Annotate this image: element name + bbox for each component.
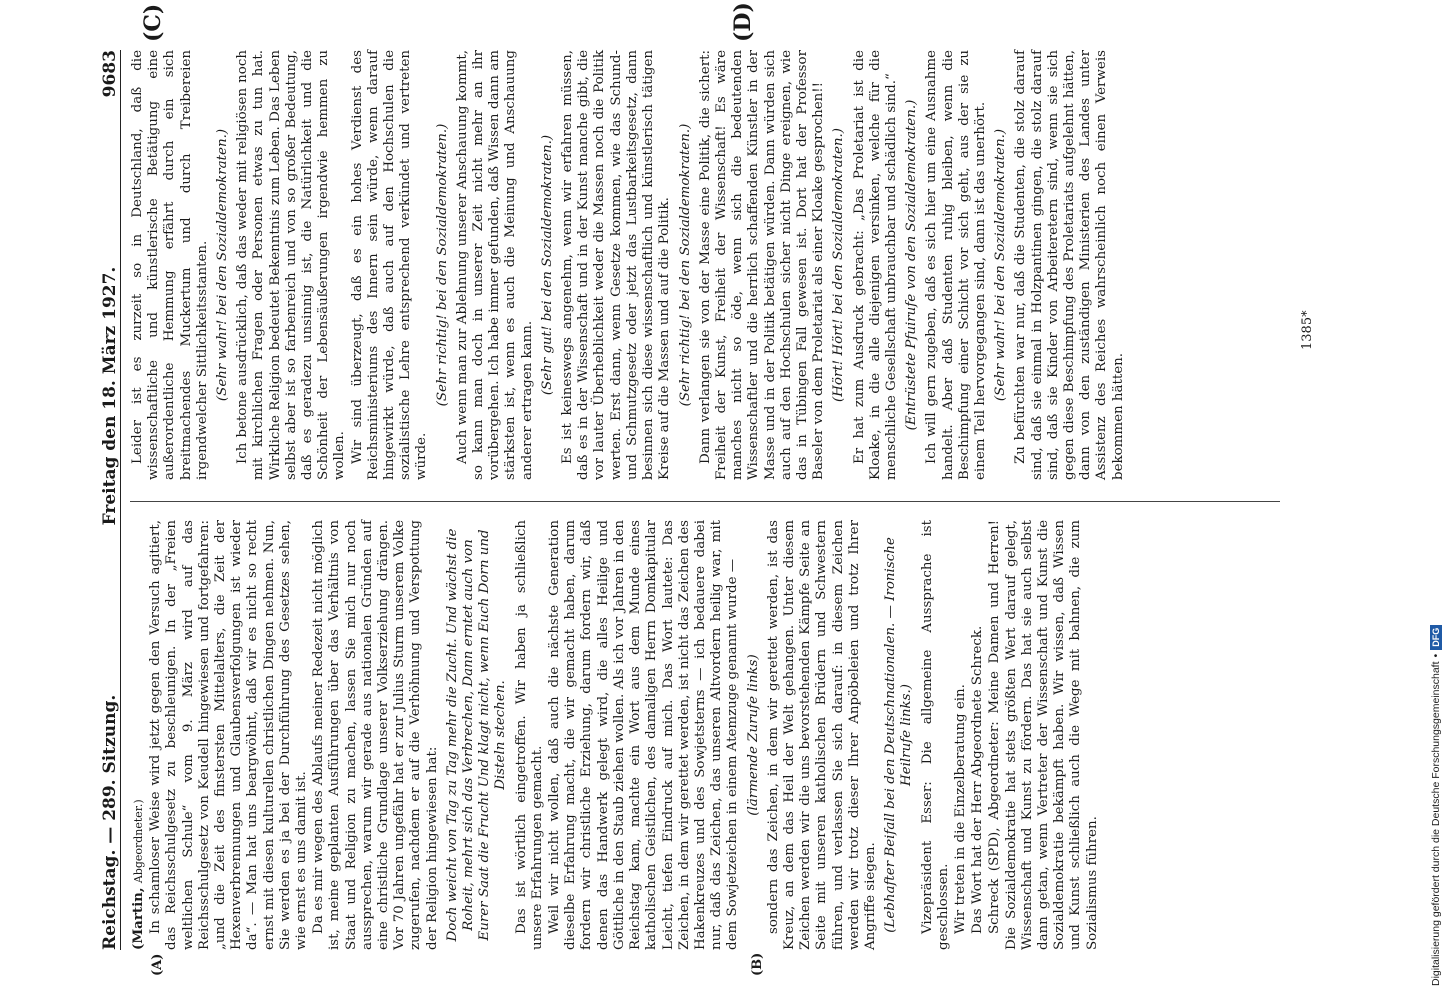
sidebar-text: Digitalisierung gefördert durch die Deutsche Forschungsgemeinschaft (1430, 661, 1442, 986)
paragraph: In schamloser Weise wird jetzt gegen den Versuch agitiert, das Reichsschulgesetz zu beschleunigen. In der „Freien weltlichen Schule“ vom 9. März wird auf das Reichsschulgesetz von Keudell hingewiesen und fortgefahren: „und die Zeit des finstersten Mittelalters, die Zeit der Hexenverbrennungen und Glaubensverfolgungen ist wieder da“. — Man hat uns beargwöhnt, daß wir es nicht so recht ernst mit diesen kulturellen christlichen Dingen nehmen. Nun, Sie werden es ja bei der Durchführung des Gesetzes sehen, wie ernst es uns damit ist. (148, 520, 310, 950)
paragraph: Es ist keineswegs angenehm, wenn wir erfahren müssen, daß es in der Wissenschaft und in der Kunst manche gibt, die vor lauter Überheblichkeit weder die Massen noch die Politik werten. Erst dann, wenn Gesetze kommen, wie das Schund- und Schmutzgesetz oder jetzt das Lustbarkeitsgesetz, dann besinnen sich diese wissenschaftlich und künstlerisch tätigen Kreise auf die Massen und auf die Politik. (560, 50, 673, 480)
paragraph: Dann verlangen sie von der Masse eine Politik, die sichert: Freiheit der Kunst, Freiheit der Wissenschaft! Es wäre manches nicht so öde, wenn sich die bedeutenden Wissenschaftler und die herrlich schaffenden Künstler in der Masse und in der Politik betätigen würden. Dann würden sich auch auf den Hochschulen sicher nicht Dinge ereignen, wie das in Tübingen Fall gewesen ist. Dort hat der Professor Baseler von dem Proletariat als einer Kloake gesprochen!! (697, 50, 827, 480)
paragraph: Leider ist es zurzeit so in Deutschland, daß die wissenschaftliche und künstlerische Betätigung eine außerordentliche Hemmung erfährt durch ein sich breitmachendes Muckertum und durch Treibereien irgendwelcher Sittlichkeitsstanten. (130, 50, 210, 480)
interjection: (Sehr wahr! bei den Sozialdemokraten.) (215, 128, 231, 402)
margin-marker-a: (A) (150, 953, 165, 976)
left-column (130, 520, 1280, 950)
paragraph: Ich betone ausdrücklich, daß das weder mit religiösen noch mit kirchlichen Fragen oder Personen etwas zu tun hat. Wirkliche Religion bedeutet Bekenntnis zum Leben. Das Leben selbst aber ist so farbenreich und von so großer Bedeutung, daß es geradezu unsinnig ist, die Natürlichkeit und die Schönheit der Lebensäußerungen irgendwie hemmen zu wollen. (235, 50, 348, 480)
paragraph: Schreck (SPD), Abgeordneter: Meine Damen und Herren! Die Sozialdemokratie hat stets größten Wert darauf gelegt, Wissenschaft und Kunst zu fördern. Das hat sie auch selbst dann getan, wenn Vertreter der Wissenschaft und Kunst die Sozialdemokratie bekämpft haben. Wir wissen, daß Wissen und Kunst schließlich auch die Wege mit bahnen, die zum Sozialismus führen. (987, 520, 1100, 950)
margin-marker-d: (D) (730, 2, 756, 42)
paragraph: Das Wort hat der Herr Abgeordnete Schreck. (970, 625, 986, 934)
right-column (130, 50, 1280, 480)
paragraph: Das ist wörtlich eingetroffen. Wir haben ja schließlich unsere Erfahrungen gemacht. (513, 520, 545, 950)
paragraph: Wir treten in die Einzelberatung ein. (952, 684, 968, 934)
interjection: (Sehr richtig! bei den Sozialdemokraten.) (434, 123, 450, 407)
interjection: (Sehr wahr! bei den Sozialdemokraten.) (993, 128, 1009, 402)
margin-marker-b: (B) (750, 952, 765, 976)
paragraph: sondern das Zeichen, in dem wir gerettet werden, ist das Kreuz, an dem das Heil der Welt gehangen. Unter diesem Zeichen werden wir die uns bevorstehenden Kämpfe Seite an Seite mit unseren katholischen Brüdern und Schwestern führen, und verlassen Sie sich darauf: in diesem Zeichen werden wir trotz dieser Ihrer Anpöbeleien und trotz Ihrer Angriffe siegen. (765, 520, 878, 950)
paragraph: Zu befürchten war nur, daß die Studenten, die stolz darauf sind, daß sie einmal in Holzpantinen gingen, die stolz darauf sind, daß sie Kinder von Arbeiteretern sind, wenn sie sich gegen diese Beschimpfung des Proletariats aufgelehnt hätten, dann von den zuständigen Ministerien des Landes unter Assistenz des Reiches wahrscheinlich noch einen Verweis bekommen hätten. (1013, 50, 1126, 480)
interjection: (Sehr richtig! bei den Sozialdemokraten.) (677, 123, 693, 407)
paragraph: Auch wenn man zur Ablehnung unserer Anschauung kommt, so kann man doch in unserer Zeit nicht mehr an ihr vorübergehen. Ich habe immer gefunden, daß Wissen dann am stärksten ist, wenn es auch die Meinung und Anschauung anderer ertragen kann. (454, 50, 535, 480)
speaker-name: (Martin, (130, 887, 146, 950)
dfg-logo: DFG (1430, 625, 1442, 650)
interjection: (Hört! Hört! bei den Sozialdemokraten.) (831, 128, 847, 402)
interjection: (Entrüstete Pfuirufe von den Sozialdemokraten.) (904, 99, 920, 431)
interjection: (Lebhafter Beifall bei den Deutschnationalen. — Ironische Heilrufe links.) (883, 537, 915, 933)
header-date: Freitag den 18. März 1927. (100, 266, 120, 526)
footer-signature: 1385* (1300, 310, 1315, 350)
paragraph: Weil wir nicht wollen, daß auch die nächste Generation dieselbe Erfahrung macht, die wir gemacht haben, darum fordern wir christliche Erziehung, darum fordern wir, daß denen das Handwerk gelegt wird, die alles Heilige und Göttliche in den Staub ziehen wollen. Als ich vor Jahren in den Reichstag kam, machte ein Wort aus dem Munde eines katholischen Geistlichen, des damaligen Herrn Domkapitular Leicht, tiefen Eindruck auf mich. Das Wort lautete: Das Zeichen, in dem wir gerettet werden, ist nicht das Zeichen des Hakenkreuzes und des Sowjetsterns — ich bedauere dabei nur, daß das Zeichen, das unseren Altvordern heilig war, mit dem Sowjetzeichen in einem Atemzuge genannt wurde — (547, 520, 741, 950)
digitization-sidebar: Digitalisierung gefördert durch die Deutsche Forschungsgemeinschaft • DFG (1408, 6, 1430, 996)
paragraph: Da es mir wegen des Ablaufs meiner Redezeit nicht möglich ist, meine geplanten Ausführungen über das Verhältnis von Staat und Religion zu machen, lassen Sie mich nur noch aussprechen, warum wir gerade aus nationalen Gründen auf eine christliche Grundlage unserer Volkserziehung drängen. Vor 70 Jahren ungefähr hat er zur Julius Sturm unserem Volke zugerufen, nachdem er auf die Verhöhnung und Verspottung der Religion hingewiesen hat: (311, 520, 440, 950)
speaker-line (130, 520, 147, 950)
header-left: Reichstag. — 289. Sitzung. (100, 694, 120, 950)
page-number: 9683 (100, 50, 120, 98)
interjection: Doch weicht von Tag zu Tag mehr die Zucht. Und wächst die Roheit, mehrt sich das Verbrechen, Dann erntet auch von Eurer Saat die Frucht Und klagt nicht, wenn Euch Dorn und Disteln stechen. (444, 528, 509, 942)
rotated-page (90, 2, 1390, 976)
interjection: (lärmende Zurufe links) (745, 654, 761, 816)
speaker-role: Abgeordneter.) (132, 799, 145, 884)
paragraph: Er hat zum Ausdruck gebracht: „Das Proletariat ist die Kloake, in die alle diejenigen versinken, welche für die menschliche Gesellschaft unbrauchbar und schädlich sind.“ (851, 50, 899, 480)
paragraph: Vizepräsident Esser: Die allgemeine Aussprache ist geschlossen. (919, 520, 951, 950)
column-divider (130, 501, 1280, 502)
paragraph: Wir sind überzeugt, daß es ein hohes Verdienst des Reichsministeriums des Innern sein würde, wenn darauf hingewirkt würde, daß auch auf den Hochschulen die sozialistische Lehre entsprechend verkündet und vertreten würde. (349, 50, 430, 480)
page-header (90, 50, 121, 950)
margin-marker-c: (C) (140, 3, 166, 42)
paragraph: Ich will gern zugeben, daß es sich hier um eine Ausnahme handelt. Aber daß Studenten ruhig bleiben, wenn die Beschimpfung einer Schicht vor sich geht, aus der sie zu einem Teil hervorgegangen sind, dann ist das unerhört. (924, 50, 988, 480)
interjection: (Sehr gut! bei den Sozialdemokraten.) (539, 134, 555, 396)
